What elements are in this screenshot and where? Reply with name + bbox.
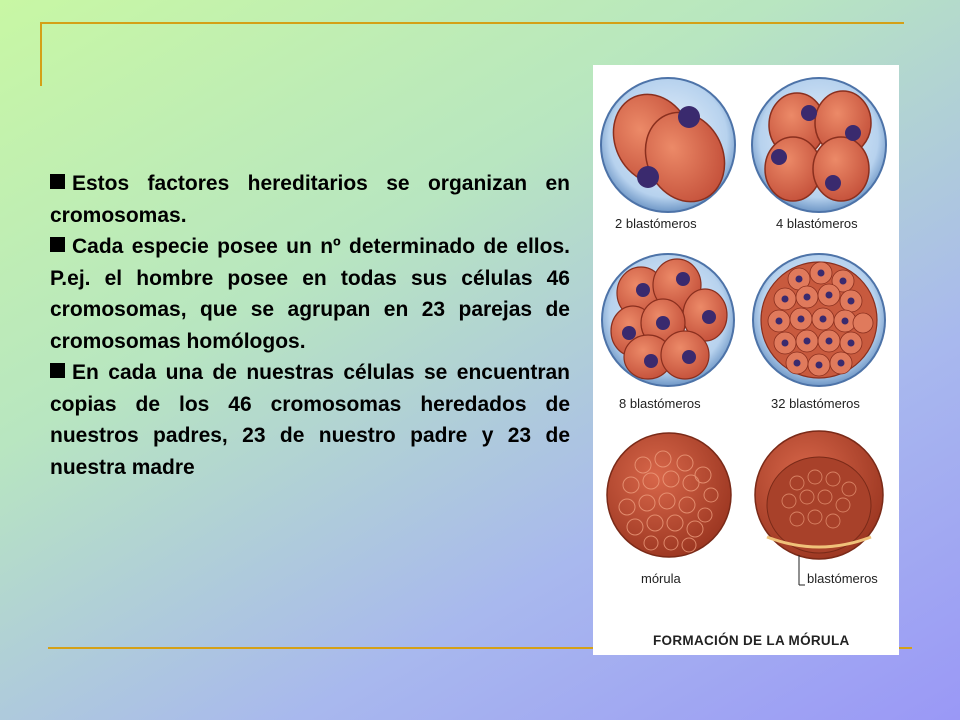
square-bullet-icon xyxy=(50,363,65,378)
label-32-blastomeros: 32 blastómeros xyxy=(771,396,860,411)
morula-stage xyxy=(607,433,731,557)
blastula-cutaway xyxy=(755,431,883,585)
bullet-text-3: En cada una de nuestras células se encuentran copias de los 46 cromosomas heredados de nuestros padres, 23 de nuestro padre y 23 de nuestra madre xyxy=(50,361,570,479)
decorative-top-line xyxy=(40,22,904,24)
bullet-item-1 xyxy=(50,168,570,231)
two-cell-stage xyxy=(599,78,739,215)
four-cell-stage xyxy=(752,78,886,212)
figure-caption: FORMACIÓN DE LA MÓRULA xyxy=(653,633,850,648)
morula-formation-figure xyxy=(593,65,899,655)
square-bullet-icon xyxy=(50,174,65,189)
square-bullet-icon xyxy=(50,237,65,252)
decorative-left-line xyxy=(40,22,42,86)
eight-cell-stage xyxy=(602,254,734,386)
bullet-text-2: Cada especie posee un nº determinado de ellos. P.ej. el hombre posee en todas sus células 46 cromosomas, que se agrupan en 23 parejas de cromosomas homólogos. xyxy=(50,235,570,353)
label-2-blastomeros: 2 blastómeros xyxy=(615,216,697,231)
bullet-item-2 xyxy=(50,231,570,357)
label-4-blastomeros: 4 blastómeros xyxy=(776,216,858,231)
label-morula: mórula xyxy=(641,571,681,586)
label-blastomeros: blastómeros xyxy=(807,571,878,586)
bullet-text-1: Estos factores hereditarios se organizan en cromosomas. xyxy=(50,172,570,227)
label-8-blastomeros: 8 blastómeros xyxy=(619,396,701,411)
morula-illustration xyxy=(593,65,899,655)
bullet-list xyxy=(50,168,570,483)
bullet-item-3 xyxy=(50,357,570,483)
thirtytwo-cell-stage xyxy=(753,254,885,386)
